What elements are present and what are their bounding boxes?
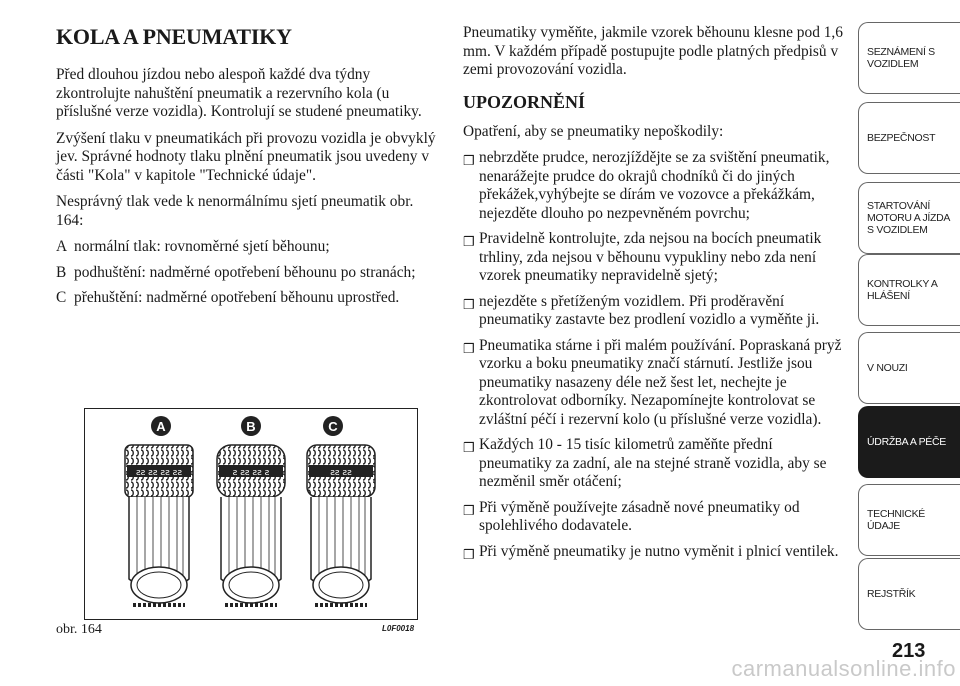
- tab-bezpecnost[interactable]: BEZPEČNOST: [858, 102, 960, 174]
- checkbox-bullet-icon: ❒: [463, 502, 475, 518]
- list-item: ❒ Pneumatika stárne i při malém používání. Popraskaná pryž vzorku a boku pneumatiky značí stárnutí. Jestliže jsou pneumatiky nasazeny déle než šest let, nechejte je zkontrolovat odborníky. Nezapomínejte kontrolovat se zvláštní péčí i rezervní kolo (u příslušné verze vozidla).: [463, 336, 842, 428]
- figure-code: L0F0018: [382, 624, 415, 633]
- checkbox-bullet-icon: ❒: [463, 153, 475, 168]
- list-item: ❒ Pravidelně kontrolujte, zda nejsou na bocích pneumatik trhliny, zda nejsou v běhounu vypukliny nebo zda není vzorek pneumatiky nepravidelně sjetý;: [463, 230, 822, 284]
- warning-lead: Opatření, aby se pneumatiky nepoškodily:: [463, 122, 724, 140]
- list-item: ❒ Při výměně používejte zásadně nové pneumatiky od spolehlivého dodavatele.: [463, 498, 800, 534]
- list-item: ❒ nejezděte s přetíženým vozidlem. Při proděravění pneumatiky zastavte bez prodlení vozidlo a vyměňte ji.: [463, 292, 820, 328]
- item-key: A: [56, 238, 68, 255]
- list-item: [56, 264, 440, 283]
- checkbox-bullet-icon: ❒: [463, 234, 475, 249]
- section-heading: KOLA A PNEUMATIKY: [56, 24, 292, 49]
- tab-udrzba[interactable]: ÚDRŽBA A PÉČE: [858, 406, 960, 478]
- item-text: podhuštění: nadměrné opotřebení běhounu po stranách;: [74, 263, 416, 281]
- checkbox-bullet-icon: ❒: [463, 440, 475, 455]
- tab-seznameni[interactable]: SEZNÁMENÍ S VOZIDLEM: [858, 22, 960, 94]
- tab-v-nouzi[interactable]: V NOUZI: [858, 332, 960, 404]
- tire-b: [217, 445, 285, 605]
- tire-wear-illustration: [85, 409, 417, 619]
- list-item: ❒ Při výměně pneumatiky je nutno vyměnit i plnicí ventilek.: [463, 543, 848, 562]
- left-column: [56, 20, 440, 315]
- checkbox-bullet-icon: ❒: [463, 546, 475, 562]
- tire-a: [125, 445, 193, 605]
- warning-list: [463, 149, 848, 561]
- tire-c: [307, 445, 375, 605]
- watermark: carmanualsonline.info: [731, 656, 956, 681]
- tab-rejstrik[interactable]: REJSTŘÍK: [858, 558, 960, 630]
- tab-technicke-udaje[interactable]: TECHNICKÉ ÚDAJE: [858, 484, 960, 556]
- item-text: přehuštění: nadměrné opotřebení běhounu uprostřed.: [74, 289, 400, 306]
- svg-text:ƨƨ ƨƨ: ƨƨ ƨƨ: [330, 468, 352, 478]
- chapter-tabs: [858, 0, 960, 636]
- list-item: [56, 238, 440, 257]
- checkbox-bullet-icon: ❒: [463, 340, 475, 356]
- paragraph: Pneumatiky vyměňte, jakmile vzorek běhounu klesne pod 1,6 mm. V každém případě postupujte podle platných předpisů v zemi provozování vozidla.: [463, 24, 843, 78]
- callout-c-label: C: [328, 419, 338, 434]
- paragraph: Nesprávný tlak vede k nenormálnímu sjetí pneumatik obr. 164:: [56, 193, 414, 229]
- svg-text:ƨƨ ƨƨ ƨƨ ƨƨ: ƨƨ ƨƨ ƨƨ ƨƨ: [135, 468, 183, 478]
- list-item: ❒ nebrzděte prudce, nerozjíždějte se za svištění pneumatik, nenarážejte prudce do okrajů chodníků či do jiných překážek,vyhýbejte se dírám ve vozovce a překážkám, nejezděte dlouho po nezpevněném povrchu;: [463, 149, 830, 222]
- tire-wear-figure: [84, 408, 418, 620]
- tab-kontrolky[interactable]: KONTROLKY A HLÁŠENÍ: [858, 254, 960, 326]
- figure-caption: obr. 164: [56, 622, 102, 637]
- item-text: normální tlak: rovnoměrné sjetí běhounu;: [74, 238, 330, 255]
- callout-a-label: A: [156, 419, 166, 434]
- callout-b-label: B: [246, 419, 256, 434]
- paragraph: Zvýšení tlaku v pneumatikách při provozu vozidla je obvyklý jev. Správné hodnoty tlaku plnění pneumatik jsou uvedeny v části "Kola" v kapitole "Technické údaje".: [56, 129, 436, 184]
- page-number: 213: [892, 640, 926, 662]
- item-key: C: [56, 289, 67, 306]
- item-key: B: [56, 263, 67, 281]
- tab-startovani[interactable]: STARTOVÁNÍ MOTORU A JÍZDA S VOZIDLEM: [858, 182, 960, 254]
- wear-type-list: [56, 238, 440, 308]
- paragraph: Před dlouhou jízdou nebo alespoň každé dva týdny zkontrolujte nahuštění pneumatik a rezervního kola (u příslušné verze vozidla). Kontrolují se studené pneumatiky.: [56, 66, 422, 120]
- warning-heading: UPOZORNĚNÍ: [463, 91, 586, 112]
- list-item: [56, 289, 440, 308]
- right-column: [463, 24, 848, 568]
- list-item: ❒ Každých 10 - 15 tisíc kilometrů zaměňte přední pneumatiky za zadní, ale na stejné straně vozidla, aby se nezměnil směr otáčení;: [463, 436, 827, 490]
- svg-text:ƨ ƨƨ ƨƨ ƨ: ƨ ƨƨ ƨƨ ƨ: [232, 468, 270, 478]
- checkbox-bullet-icon: ❒: [463, 296, 475, 312]
